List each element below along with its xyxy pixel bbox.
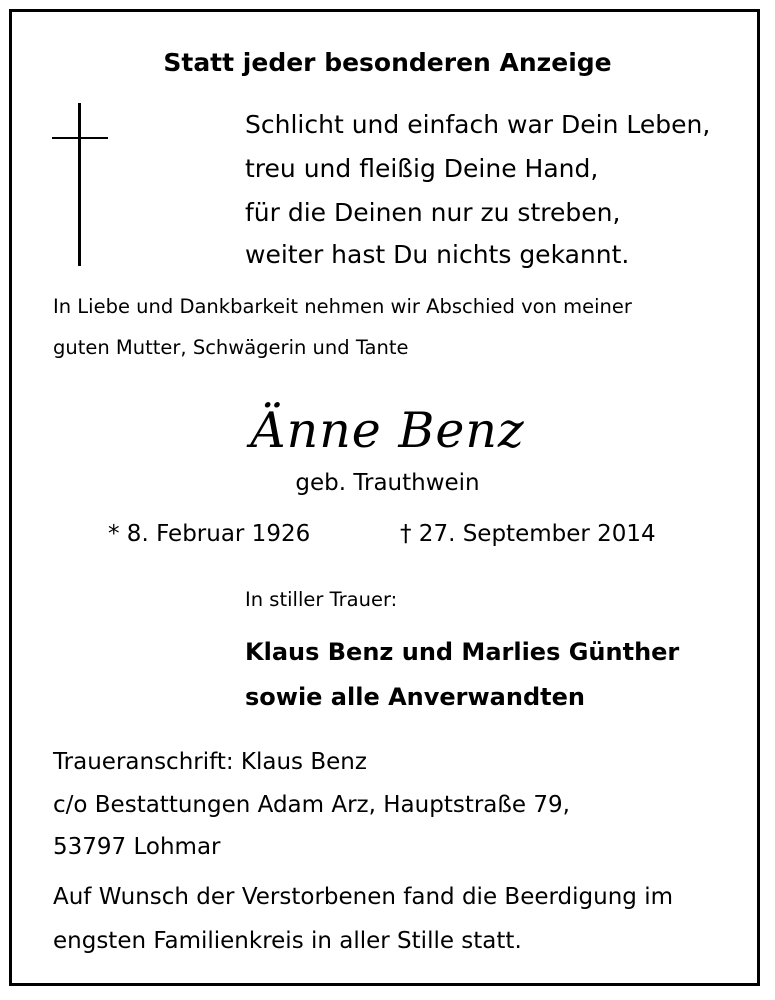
death-date: † 27. September 2014 [400,521,656,547]
note-line-2: engsten Familienkreis in aller Stille statt. [53,928,522,954]
intro-line-1: In Liebe und Dankbarkeit nehmen wir Abschied von meiner [53,295,632,318]
verse-line-1: Schlicht und einfach war Dein Leben, [245,110,711,139]
intro-line-2: guten Mutter, Schwägerin und Tante [53,336,409,359]
birth-date: * 8. Februar 1926 [108,521,311,547]
address-line-2: c/o Bestattungen Adam Arz, Hauptstraße 79, [53,792,570,818]
address-line-1: Traueranschrift: Klaus Benz [53,749,367,775]
mourners-line-1: Klaus Benz und Marlies Günther [245,638,680,666]
verse-line-4: weiter hast Du nichts gekannt. [245,240,630,269]
birth-name: geb. Trauthwein [295,470,480,496]
verse-line-2: treu und fleißig Deine Hand, [245,154,599,183]
deceased-name: Änne Benz [250,402,525,459]
note-line-1: Auf Wunsch der Verstorbenen fand die Beerdigung im [53,884,673,910]
cross-horizontal-bar [52,137,108,139]
cross-icon [52,103,108,266]
cross-vertical-bar [78,103,81,266]
notice-header: Statt jeder besonderen Anzeige [163,48,612,77]
mourners-line-2: sowie alle Anverwandten [245,683,585,711]
mourners-label: In stiller Trauer: [245,588,398,611]
address-line-3: 53797 Lohmar [53,834,221,860]
verse-line-3: für die Deinen nur zu streben, [245,198,621,227]
